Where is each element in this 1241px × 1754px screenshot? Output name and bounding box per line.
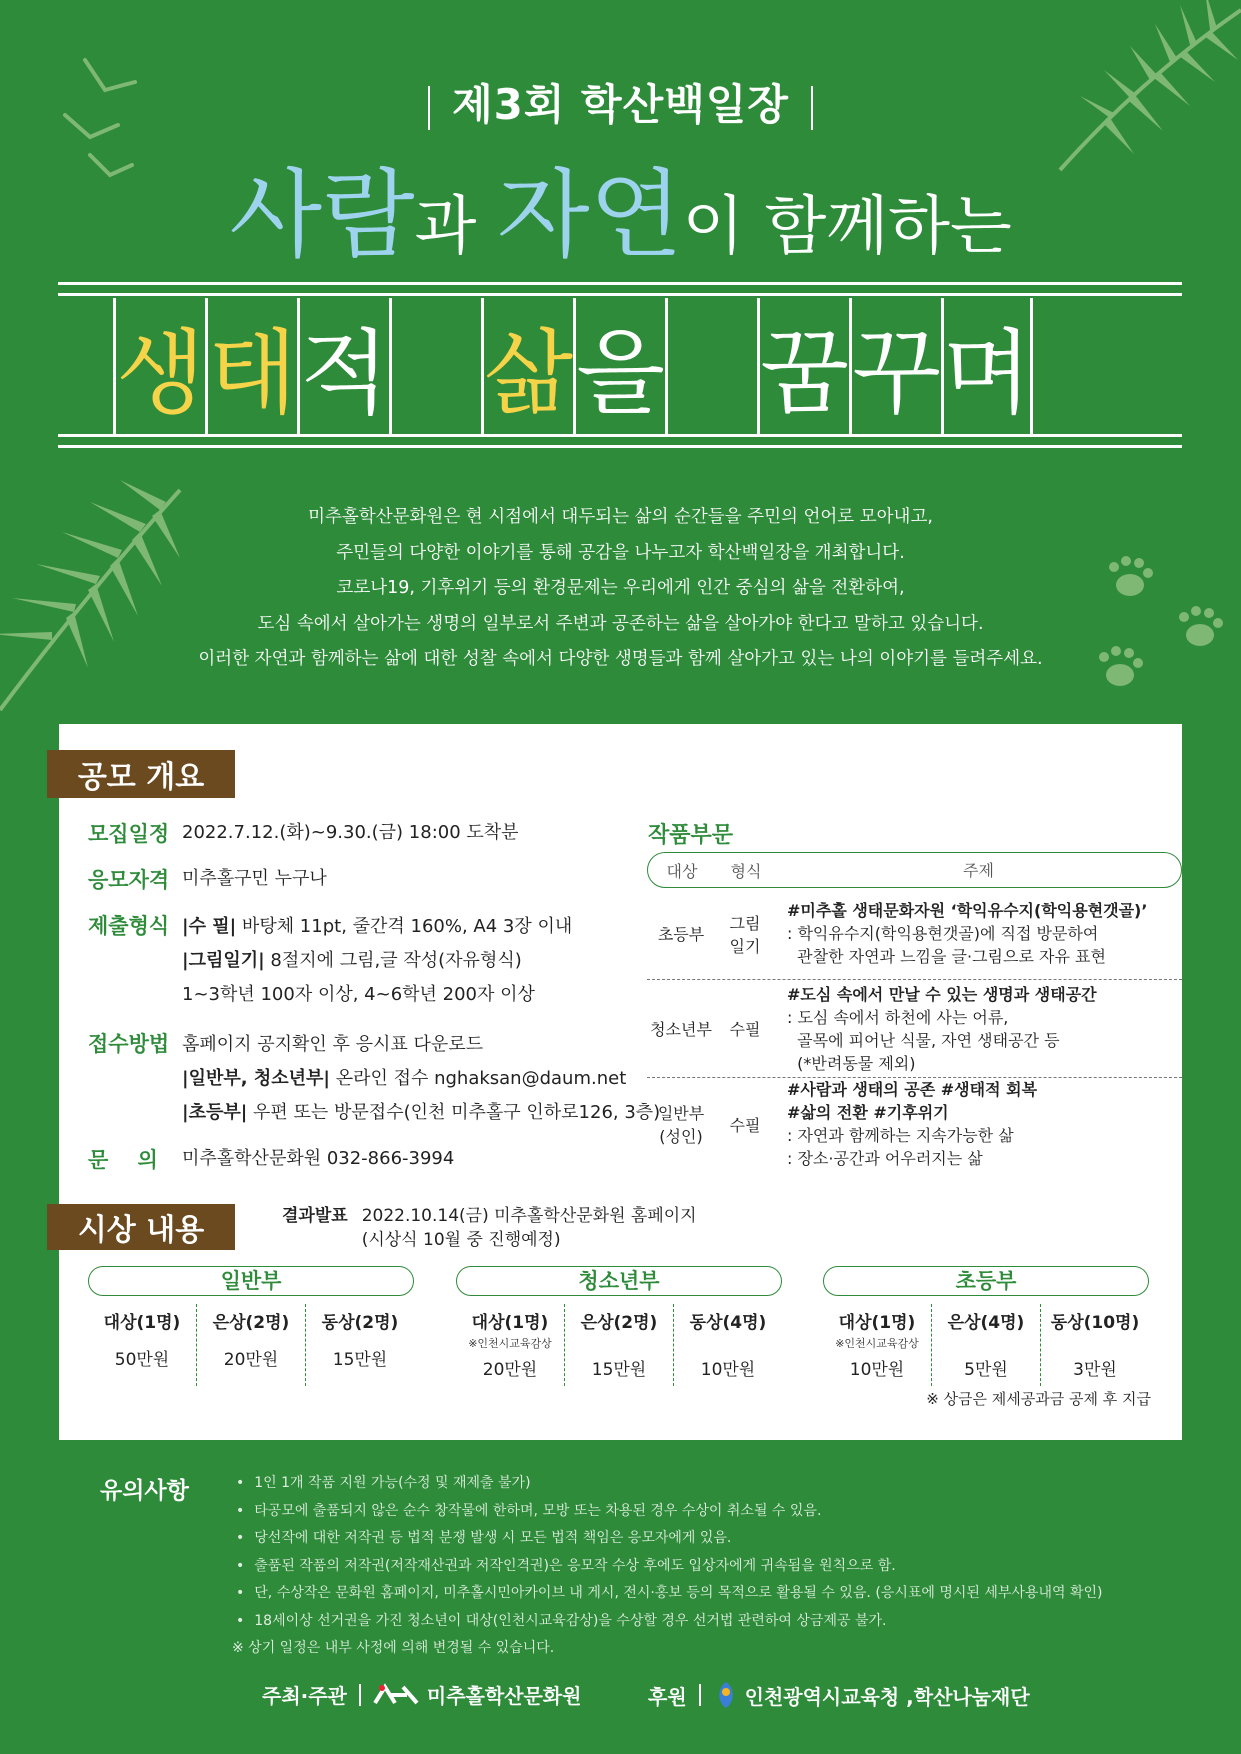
intro-line: 코로나19, 기후위기 등의 환경문제는 우리에게 인간 중심의 삶을 전환하여,: [336, 578, 905, 598]
prize-column: 대상(1명) 50만원: [88, 1304, 197, 1386]
education-office-logo-icon: [713, 1680, 739, 1710]
grid-cell: 삶: [481, 298, 573, 434]
prize-column: 동상(4명) 10만원: [689, 1313, 767, 1380]
prize-column: 은상(2명) 20만원: [197, 1304, 306, 1386]
section-tab-overview: 공모 개요: [47, 750, 235, 798]
eligibility-row: 응모자격 미추홀구민 누구나: [88, 868, 327, 892]
grid-cell: 적: [297, 298, 389, 434]
prize-column: 은상(4명) 5만원: [932, 1304, 1041, 1386]
grid-line-bottom-2: [58, 445, 1182, 448]
grid-cell: 생: [113, 298, 205, 434]
event-title: 제3회 학산백일장: [0, 72, 1241, 132]
notice-item: • 단, 수상작은 문화원 홈페이지, 미추홀시민아카이브 내 게시, 전시·홍보 등의 목적으로 활용될 수 있음. (응시표에 명시된 세부사용내역 확인): [236, 1580, 1102, 1608]
grid-cell: [665, 298, 757, 434]
works-table-row: 청소년부 수필 #도심 속에서 만날 수 있는 생명과 생태공간 : 도심 속에서 하천에 사는 어류, 골목에 피어난 식물, 자연 생태공간 등 (*반려동물 제외): [647, 980, 1182, 1078]
prize-column: 동상(10명) 3만원: [1050, 1313, 1140, 1380]
notice-item: • 당선작에 대한 저작권 등 법적 분쟁 발생 시 모든 법적 책임은 응모자에게 있음.: [236, 1525, 1102, 1553]
prize-group-title: 청소년부: [456, 1266, 782, 1296]
section-tab-awards: 시상 내용: [47, 1204, 235, 1250]
notice-title: 유의사항: [100, 1478, 189, 1504]
host-info: 주최·주관 미추홀학산문화원: [262, 1680, 581, 1709]
notice-item: • 타공모에 출품되지 않은 순수 창작물에 한하며, 모방 또는 차용된 경우 수상이 취소될 수 있음.: [236, 1498, 1102, 1526]
prize-group-title: 일반부: [88, 1266, 414, 1296]
grid-cell: 태: [205, 298, 297, 434]
prize-column: 대상(1명) ※인천시교육감상 20만원: [456, 1304, 565, 1386]
support-info: 후원 인천광역시교육청 ,학산나눔재단: [648, 1680, 1030, 1710]
intro-text: [0, 500, 1241, 678]
format-row: 제출형식 |수 필| 바탕체 11pt, 줄간격 160%, A4 3장 이내 |그림일기| 8절지에 그림,글 작성(자유형식) 1~3학년 100자 이상, 4~6학년 200자 이상: [88, 914, 573, 1005]
works-table-row: 초등부 그림 일기 #미추홀 생태문화자원 ‘학익유수지(학익용현갯골)’ : 학익유수지(학익용현갯골)에 직접 방문하여 관찰한 자연과 느낌을 글·그림으로 자유 표현: [647, 888, 1182, 980]
tax-note: ※ 상금은 제세공과금 공제 후 지급: [926, 1390, 1151, 1408]
notice-item: • 출품된 작품의 저작권(저작재산권과 저작인격권)은 응모작 수상 후에도 입상자에게 귀속됨을 원칙으로 함.: [236, 1553, 1102, 1581]
headline-word-people: 사람: [229, 159, 415, 271]
host-name: 미추홀학산문화원: [426, 1684, 582, 1708]
grid-cell: [389, 298, 481, 434]
prize-column: 동상(2명) 15만원: [321, 1313, 399, 1370]
intro-line: 이러한 자연과 함께하는 삶에 대한 성찰 속에서 다양한 생명들과 함께 살아가고 있는 나의 이야기를 들려주세요.: [198, 649, 1043, 669]
grid-line-bottom: [58, 434, 1182, 437]
host-logo-icon: [373, 1683, 421, 1707]
prize-column: 은상(2명) 15만원: [565, 1304, 674, 1386]
prize-group: [88, 1266, 414, 1386]
prize-group: [456, 1266, 782, 1386]
notice-schedule-change: ※ 상기 일정은 내부 사정에 의해 변경될 수 있습니다.: [232, 1640, 555, 1656]
headline-word-nature: 자연: [496, 159, 683, 271]
inquiry-row: 문 의 미추홀학산문화원 032-866-3994: [88, 1148, 455, 1172]
prize-group: [823, 1266, 1149, 1386]
grid-cell: 며: [941, 298, 1033, 434]
prize-column: 대상(1명) ※인천시교육감상 10만원: [823, 1304, 932, 1386]
grid-line-top-2: [58, 293, 1182, 296]
notice-item: • 1인 1개 작품 지원 가능(수정 및 재제출 불가): [236, 1470, 1102, 1498]
grid-line-top: [58, 282, 1182, 285]
submission-row: 접수방법 홈페이지 공지확인 후 응시표 다운로드 |일반부, 청소년부| 온라인 접수 nghaksan@daum.net |초등부| 우편 또는 방문접수(인천 미추홀구 인하로126, 3층): [88, 1032, 661, 1123]
intro-line: 도심 속에서 살아가는 생명의 일부로서 주변과 공존하는 삶을 살아가야 한다고 말하고 있습니다.: [257, 613, 984, 634]
result-announcement: 결과발표 2022.10.14(금) 미추홀학산문화원 홈페이지 (시상식 10월 중 진행예정): [282, 1206, 697, 1250]
notice-list: [232, 1470, 1103, 1663]
manuscript-grid-title: [113, 298, 1033, 434]
works-title: 작품부문: [648, 823, 734, 848]
works-table-row: 일반부 (성인) 수필 #사람과 생태의 공존 #생태적 회복 #삶의 전환 #기후위기 : 자연과 함께하는 지속가능한 삶 : 장소·공간과 어우러지는 삶: [657, 1080, 1038, 1168]
intro-line: 미추홀학산문화원은 현 시점에서 대두되는 삶의 순간들을 주민의 언어로 모아내고,: [308, 507, 933, 527]
schedule-row: 모집일정 2022.7.12.(화)~9.30.(금) 18:00 도착분: [88, 822, 519, 846]
grid-cell: 꾸: [849, 298, 941, 434]
grid-cell: 을: [573, 298, 665, 434]
notice-item: • 18세이상 선거권을 가진 청소년이 대상(인천시교육감상)을 수상할 경우 선거법 관련하여 상금제공 불가.: [236, 1608, 1102, 1636]
intro-line: 주민들의 다양한 이야기를 통해 공감을 나누고자 학산백일장을 개최합니다.: [336, 542, 905, 563]
prize-group-title: 초등부: [823, 1266, 1149, 1296]
works-table: [647, 852, 1182, 1170]
works-table-header: 대상 형식 주제: [647, 852, 1182, 888]
headline: 사람과 자연이 함께하는: [229, 159, 1012, 271]
grid-cell: 꿈: [757, 298, 849, 434]
support-name: 인천광역시교육청 ,학산나눔재단: [744, 1684, 1030, 1709]
